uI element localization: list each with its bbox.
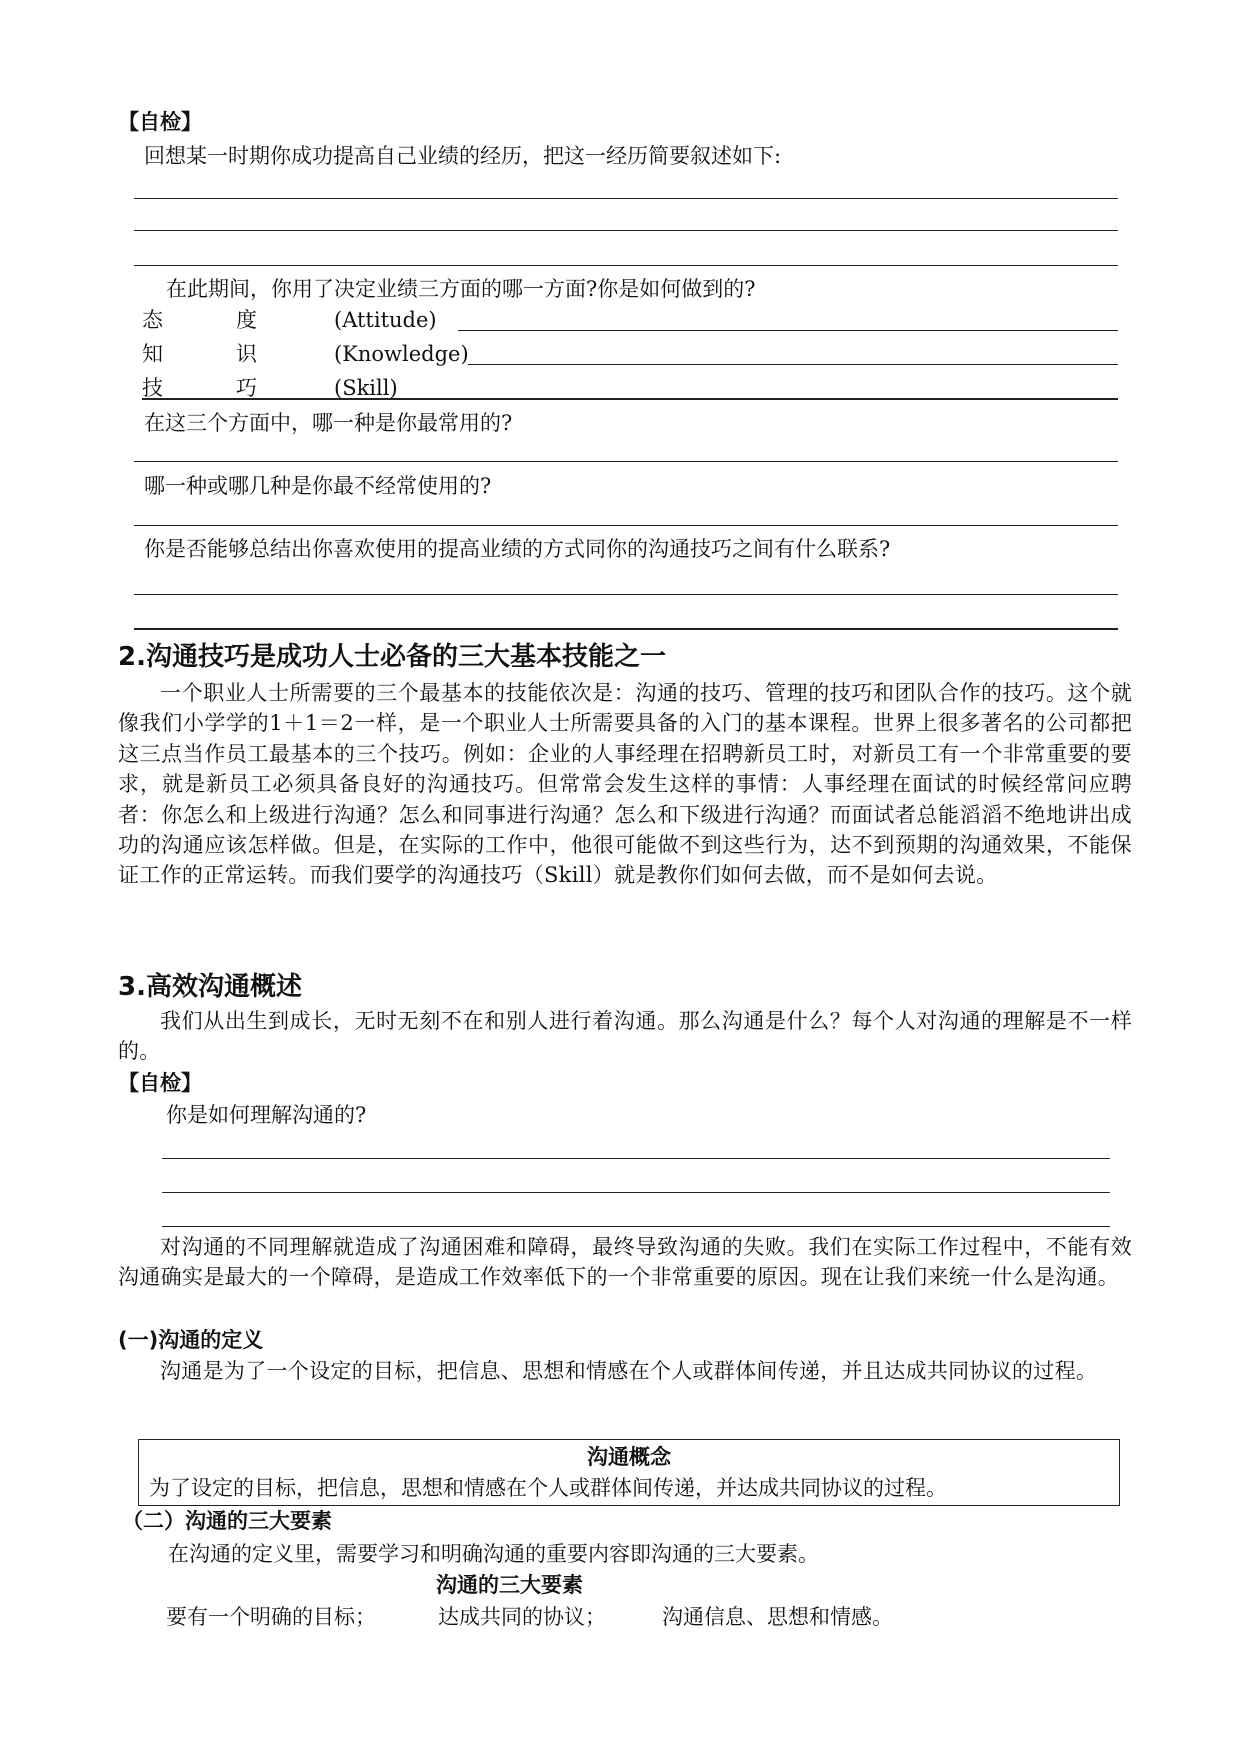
answer-line[interactable] [162, 1158, 1110, 1159]
aspect-attitude-en: (Attitude) [334, 308, 437, 332]
answer-line[interactable] [134, 628, 1118, 630]
section-2-title: 2.沟通技巧是成功人士必备的三大基本技能之一 [118, 642, 666, 672]
answer-line[interactable] [134, 230, 1118, 231]
elements-heading: （二）沟通的三大要素 [122, 1509, 332, 1533]
definition-paragraph: 沟通是为了一个设定的目标，把信息、思想和情感在个人或群体间传递，并且达成共同协议的过程。 [160, 1359, 1098, 1383]
answer-line[interactable] [134, 594, 1118, 595]
section-3-title: 3.高效沟通概述 [118, 972, 302, 1002]
aspect-attitude-char1: 态 [142, 308, 163, 332]
answer-line[interactable] [134, 265, 1118, 266]
aspect-knowledge-char1: 知 [142, 342, 163, 366]
aspect-skill-en: (Skill) [334, 376, 398, 400]
answer-line[interactable] [162, 1192, 1110, 1193]
knowledge-answer-line[interactable] [468, 364, 1118, 365]
definition-heading: (一)沟通的定义 [118, 1328, 264, 1352]
self-check-prompt-2: 你是如何理解沟通的? [166, 1103, 367, 1127]
aspect-knowledge-en: (Knowledge) [334, 342, 469, 366]
aspect-knowledge-char2: 识 [236, 342, 257, 366]
answer-line[interactable] [134, 525, 1118, 526]
concept-box-text: 为了设定的目标，把信息，思想和情感在个人或群体间传递，并达成共同协议的过程。 [149, 1476, 947, 1500]
self-check-label: 【自检】 [118, 110, 202, 134]
section-3-paragraph: 我们从出生到成长，无时无刻不在和别人进行着沟通。那么沟通是什么？每个人对沟通的理解是不一样的。 [118, 1009, 1132, 1064]
section-3-paragraph-2: 对沟通的不同理解就造成了沟通困难和障碍，最终导致沟通的失败。我们在实际工作过程中，不能有效沟通确实是最大的一个障碍，是造成工作效率低下的一个非常重要的原因。现在让我们来统一什么是沟通。 [118, 1235, 1132, 1290]
attitude-answer-line[interactable] [458, 330, 1118, 331]
element-item: 要有一个明确的目标； [166, 1605, 376, 1629]
concept-box [138, 1439, 1120, 1506]
element-item: 沟通信息、思想和情感。 [662, 1605, 893, 1629]
self-check-prompt: 回想某一时期你成功提高自己业绩的经历，把这一经历简要叙述如下: [144, 144, 782, 168]
question-link: 你是否能够总结出你喜欢使用的提高业绩的方式同你的沟通技巧之间有什么联系? [144, 537, 891, 561]
answer-line[interactable] [162, 1226, 1110, 1227]
answer-line[interactable] [134, 461, 1118, 462]
aspect-question: 在此期间，你用了决定业绩三方面的哪一方面?你是如何做到的? [166, 277, 756, 301]
skill-answer-line[interactable] [142, 398, 1118, 400]
elements-subtitle: 沟通的三大要素 [436, 1573, 583, 1597]
answer-line[interactable] [134, 198, 1118, 199]
self-check-label-2: 【自检】 [118, 1071, 202, 1095]
elements-paragraph: 在沟通的定义里，需要学习和明确沟通的重要内容即沟通的三大要素。 [168, 1542, 819, 1566]
section-2-paragraph: 一个职业人士所需要的三个最基本的技能依次是：沟通的技巧、管理的技巧和团队合作的技巧。这个就像我们小学学的1＋1＝2一样，是一个职业人士所需要具备的入门的基本课程。世界上很多著名的公司都把这三点当作员工最基本的三个技巧。例如：企业的人事经理在招聘新员工时，对新员工有一个非常重要的要求，就是新员工必须具备良好的沟通技巧。但常常会发生这样的事情：人事经理在面试的时候经常问应聘者：你怎么和上级进行沟通？怎么和同事进行沟通？怎么和下级进行沟通？而面试者总能滔滔不绝地讲出成功的沟通应该怎样做。但是，在实际的工作中，他很可能做不到这些行为，达不到预期的沟通效果，不能保证工作的正常运转。而我们要学的沟通技巧（Skill）就是教你们如何去做，而不是如何去说。 [118, 681, 1132, 888]
aspect-attitude-char2: 度 [236, 308, 257, 332]
question-most-used: 在这三个方面中，哪一种是你最常用的? [144, 411, 513, 435]
aspect-skill-char1: 技 [142, 376, 163, 400]
element-item: 达成共同的协议； [438, 1605, 606, 1629]
concept-box-title: 沟通概念 [587, 1445, 671, 1469]
question-least-used: 哪一种或哪几种是你最不经常使用的? [144, 474, 492, 498]
aspect-skill-char2: 巧 [236, 376, 257, 400]
